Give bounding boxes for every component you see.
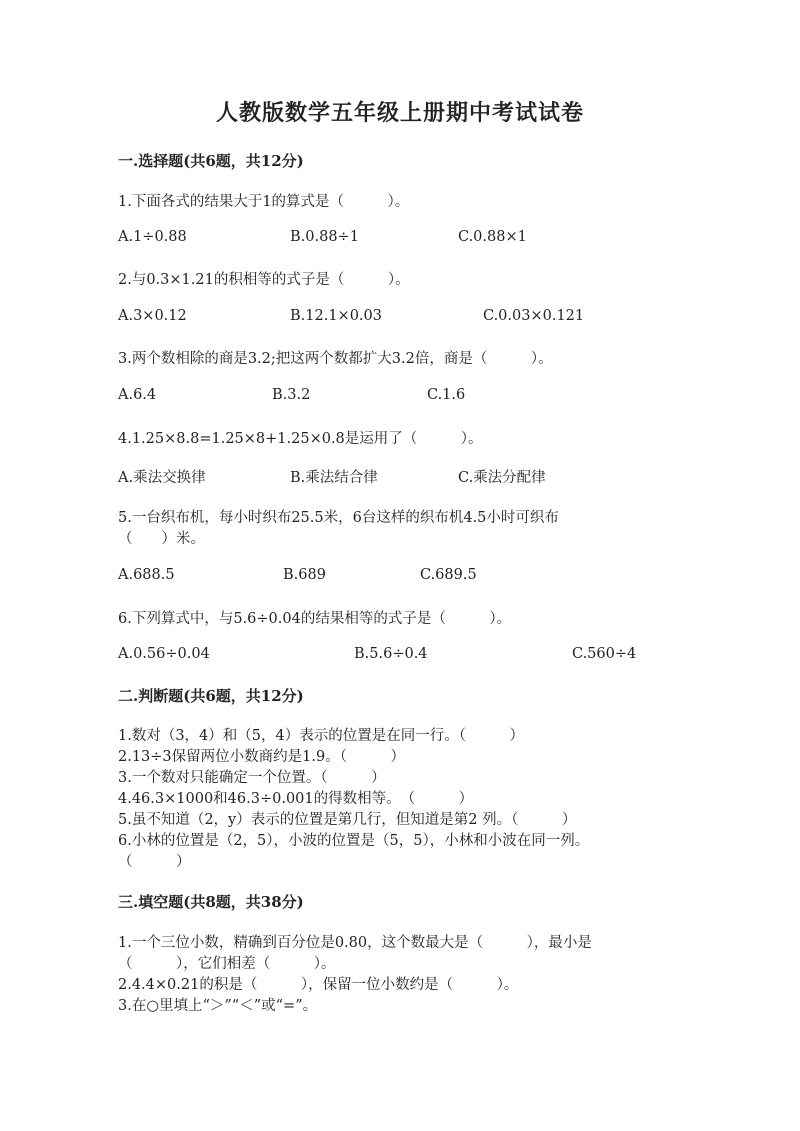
question-5-continued: （ ）米。	[118, 531, 205, 547]
fill-item-3: 3.在○里填上“＞”“＜”或“=”。	[118, 998, 318, 1014]
question-2-option-c: C.0.03×0.121	[483, 308, 585, 324]
question-2: 2.与0.3×1.21的积相等的式子是（ ）。	[118, 272, 410, 288]
section-3-heading: 三.填空题(共8题，共38分)	[118, 893, 304, 911]
question-4-option-c: C.乘法分配律	[458, 470, 546, 486]
judge-item-1: 1.数对（3，4）和（5，4）表示的位置是在同一行。（ ）	[118, 728, 524, 744]
question-3-option-a: A.6.4	[118, 387, 157, 403]
judge-item-3: 3.一个数对只能确定一个位置。（ ）	[118, 770, 386, 786]
judge-item-6: 6.小林的位置是（2，5），小波的位置是（5，5），小林和小波在同一列。	[118, 833, 590, 849]
question-5-option-c: C.689.5	[420, 567, 477, 583]
question-5-option-b: B.689	[283, 567, 326, 583]
question-6-option-c: C.560÷4	[572, 646, 637, 662]
question-4: 4.1.25×8.8=1.25×8+1.25×0.8是运用了（ ）。	[118, 431, 483, 447]
section-1-heading: 一.选择题(共6题，共12分)	[118, 152, 304, 170]
question-1: 1.下面各式的结果大于1的算式是（ ）。	[118, 194, 410, 210]
question-1-option-a: A.1÷0.88	[118, 229, 187, 245]
question-6-option-b: B.5.6÷0.4	[354, 646, 428, 662]
question-3: 3.两个数相除的商是3.2;把这两个数都扩大3.2倍，商是（ ）。	[118, 351, 553, 367]
question-4-option-b: B.乘法结合律	[290, 470, 378, 486]
judge-item-6-continued: （ ）	[118, 854, 191, 870]
question-5: 5.一台织布机，每小时织布25.5米，6台这样的织布机4.5小时可织布	[118, 510, 559, 526]
exam-title: 人教版数学五年级上册期中考试试卷	[215, 100, 584, 126]
question-3-option-c: C.1.6	[427, 387, 466, 403]
question-5-option-a: A.688.5	[118, 567, 175, 583]
question-1-option-b: B.0.88÷1	[290, 229, 359, 245]
judge-item-4: 4.46.3×1000和46.3÷0.001的得数相等。 （ ）	[118, 791, 474, 807]
fill-item-2: 2.4.4×0.21的积是（ ），保留一位小数约是（ ）。	[118, 977, 519, 993]
judge-item-2: 2.13÷3保留两位小数商约是1.9。（ ）	[118, 749, 405, 765]
question-4-option-a: A.乘法交换律	[118, 470, 206, 486]
question-2-option-a: A.3×0.12	[118, 308, 187, 324]
question-1-option-c: C.0.88×1	[458, 229, 527, 245]
question-3-option-b: B.3.2	[272, 387, 311, 403]
judge-item-5: 5.虽不知道（2，y）表示的位置是第几行，但知道是第2 列。（ ）	[118, 812, 577, 828]
fill-item-1: 1.一个三位小数，精确到百分位是0.80，这个数最大是（ ），最小是	[118, 935, 592, 951]
fill-item-1-continued: （ ），它们相差（ ）。	[118, 956, 336, 972]
question-6: 6.下列算式中，与5.6÷0.04的结果相等的式子是（ ）。	[118, 611, 512, 627]
section-2-heading: 二.判断题(共6题，共12分)	[118, 687, 304, 705]
question-2-option-b: B.12.1×0.03	[290, 308, 382, 324]
question-6-option-a: A.0.56÷0.04	[118, 646, 210, 662]
